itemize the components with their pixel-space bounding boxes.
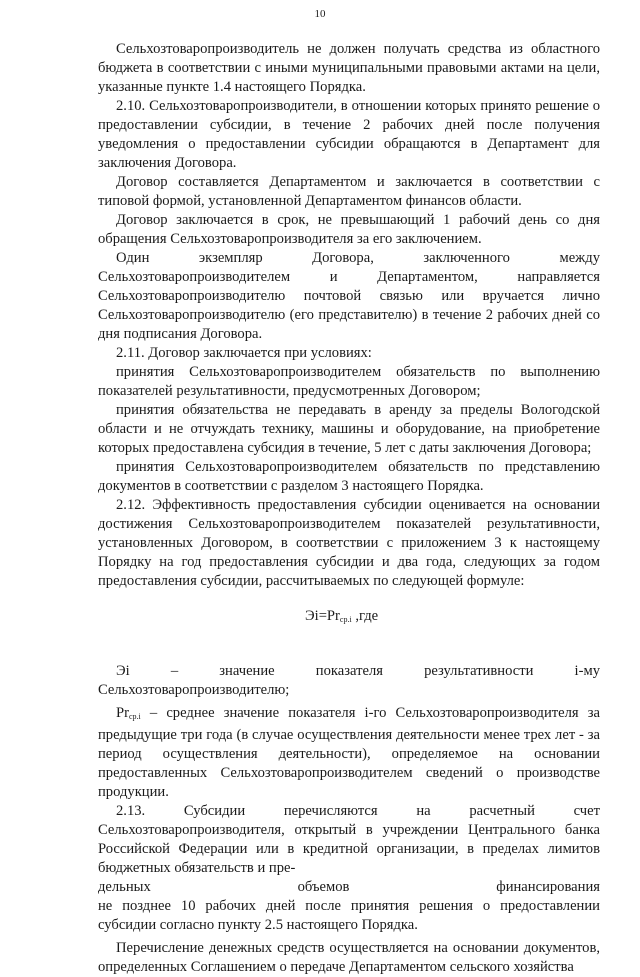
paragraph-transfer: Перечисление денежных средств осуществляется на основании документов, определенных Соглашением о передаче Департаментом сельского хозяйства — [98, 940, 600, 975]
pr-main: Pr — [116, 705, 129, 721]
definition-pr — [98, 704, 600, 802]
paragraph-2-11: 2.11. Договор заключается при условиях: — [116, 345, 372, 361]
formula — [98, 607, 600, 629]
page-number: 10 — [314, 8, 326, 20]
document-body — [98, 40, 600, 977]
paragraph-2-12: 2.12. Эффективность предоставления субсидии оценивается на основании достижения Сельхозтоваропроизводителем показателей результативности, установленных Договором, в соответствии с приложением 3 к настоящему Порядку на год предоставления субсидии и два года, следующих за годом предоставления субсидии, рассчитываемых по следующей формуле: — [98, 497, 600, 589]
paragraph-contract-copy: Один экземпляр Договора, заключенного между Сельхозтоваропроизводителем и Департаментом, направляется Сельхозтоваропроизводителю почтовой связью или вручается лично Сельхозтоваропроизводителю (его представителю) в течение 2 рабочих дней со дня подписания Договора. — [98, 250, 600, 342]
formula-subscript: ср.i — [339, 615, 352, 624]
condition-2: принятия обязательства не передавать в аренду за пределы Вологодской области и не отчуждать технику, машины и оборудование, на приобретение которых предоставлена субсидия в течение, 5 лет с даты заключения Договора; — [98, 402, 600, 456]
paragraph-1: Сельхозтоваропроизводитель не должен получать средства из областного бюджета в соответствии с иными муниципальными правовыми актами на цели, указанные пункте 1.4 настоящего Порядка. — [98, 41, 600, 95]
condition-1: принятия Сельхозтоваропроизводителем обязательств по выполнению показателей результативности, предусмотренных Договором; — [98, 364, 600, 399]
condition-3: принятия Сельхозтоваропроизводителем обязательств по представлению документов в соответствии с разделом 3 настоящего Порядка. — [98, 459, 600, 494]
paragraph-2-13-end: не позднее 10 рабочих дней после принятия решения о предоставлении субсидии согласно пункту 2.5 настоящего Порядка. — [98, 898, 600, 933]
paragraph-2-13-spread-line — [98, 878, 600, 897]
pr-subscript: ср.i — [128, 712, 141, 721]
spread-word-2: объемов — [297, 879, 350, 895]
spread-word-3: финансирования — [496, 879, 600, 895]
pr-rest: – среднее значение показателя i-го Сельхозтоваропроизводителя за предыдущие три года (в случае осуществления деятельности менее трех лет - за период осуществления деятельности), определяемое на основании предоставленных Сельхозтоваропроизводителем сведений о производстве продукции. — [98, 705, 600, 800]
spread-word-1: дельных — [98, 879, 151, 895]
formula-tail: ,где — [351, 608, 379, 624]
definition-ei: Эi – значение показателя результативности i-му Сельхозтоваропроизводителю; — [98, 663, 600, 698]
paragraph-contract-form: Договор составляется Департаментом и заключается в соответствии с типовой формой, установленной Департаментом финансов области. — [98, 174, 600, 209]
formula-main: Эi=Pr — [305, 608, 340, 624]
paragraph-contract-term: Договор заключается в срок, не превышающий 1 рабочий день со дня обращения Сельхозтоваропроизводителя за его заключением. — [98, 212, 600, 247]
paragraph-2-13: 2.13. Субсидии перечисляются на расчетный счет Сельхозтоваропроизводителя, открытый в учреждении Центрального банка Российской Федерации или в кредитной организации, в пределах лимитов бюджетных обязательств и пре- — [98, 803, 600, 876]
paragraph-2-10: 2.10. Сельхозтоваропроизводители, в отношении которых принято решение о предоставлении субсидии, в течение 2 рабочих дней после получения уведомления о предоставлении субсидии обращаются в Департамент для заключения Договора. — [98, 98, 600, 171]
